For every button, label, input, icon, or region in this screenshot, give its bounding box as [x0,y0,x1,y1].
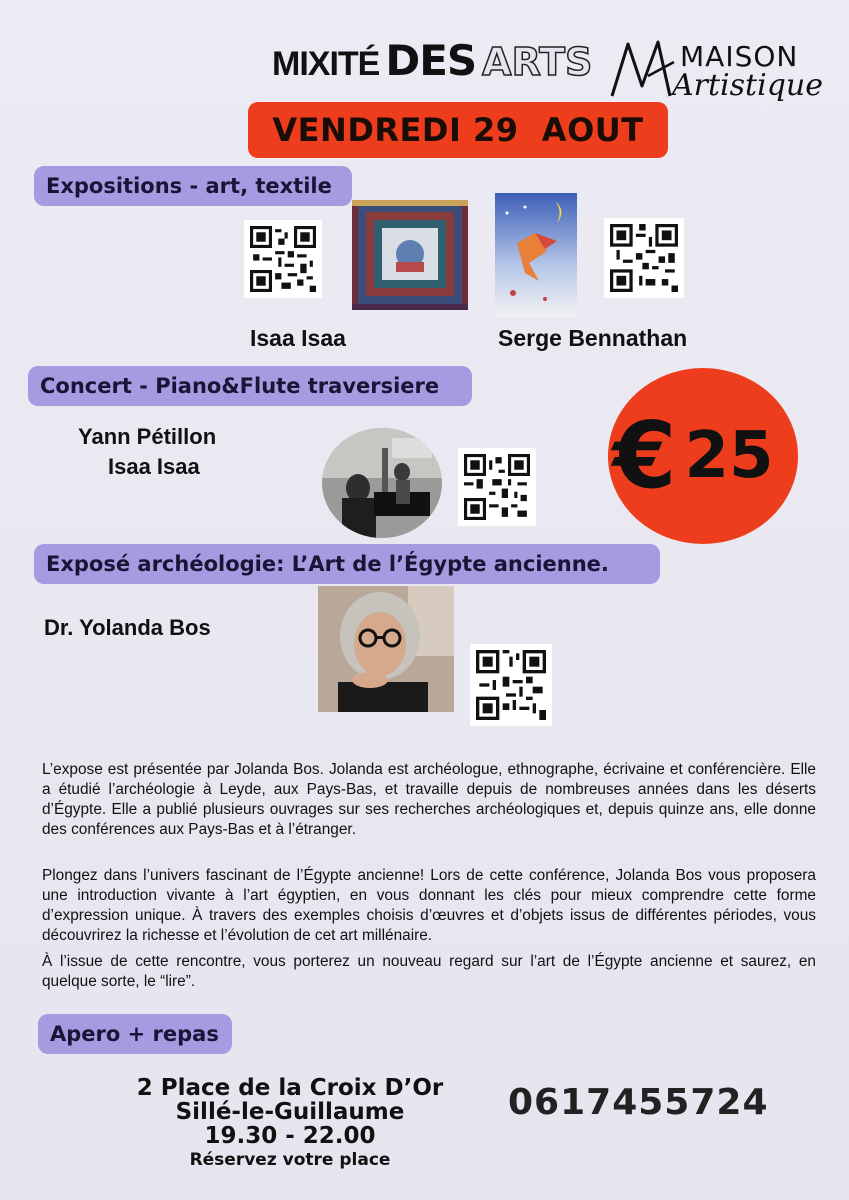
section-heading-expose: Exposé archéologie: L’Art de l’Égypte ancienne. [34,544,660,584]
artist-name-serge: Serge Bennathan [498,325,688,351]
performer-name-yann: Yann Pétillon [78,424,217,449]
euro-symbol: € [612,402,677,509]
phone-number[interactable]: 0617455724 [508,1082,769,1123]
address-line-2: Sillé-le-Guillaume [175,1099,405,1125]
description-paragraph-2: Plongez dans l’univers fascinant de l’Égypte ancienne! Lors de cette conférence, Jolanda Bos vous proposera une introduction vivante à l’art égyptien, en vous donnant les clés pour mieux comprendre cette forme d’expression unique. À travers des exemples choisis d’œuvres et d’objets issus de différentes périodes, vous découvrirez la richesse et l’évolution de cet art millénaire. [42,867,816,944]
speaker-name: Dr. Yolanda Bos [44,615,211,640]
qr-pattern [464,454,530,520]
section-heading-expositions: Expositions - art, textile [34,166,352,206]
event-time: 19.30 - 22.00 [204,1123,376,1149]
event-title-word-3: ARTS [482,40,593,84]
concert-photo [322,428,442,538]
qr-pattern [476,650,546,720]
logo-text-maison: MAISON [680,40,799,73]
address-line-1: 2 Place de la Croix D’Or [136,1075,444,1101]
event-title [272,36,592,85]
description-paragraph-1: L’expose est présentée par Jolanda Bos. Jolanda est archéologue, ethnographe, écrivaine et conférencière. Elle a étudié l’archéologie à Leyde, aux Pays-Bas, et travaille depuis de nombreuses années dans les déserts d’Égypte. Elle a publié plusieurs ouvrages sur ses recherches archéologiques et, depuis quinze ans, elle donne des conférences aux Pays-Bas et à l’étranger. [42,761,816,838]
event-title-word-1: MIXITÉ [272,45,380,83]
qr-code-concert[interactable] [458,448,536,526]
artist-name-isaa: Isaa Isaa [250,325,346,351]
section-heading-apero: Apero + repas [38,1014,232,1054]
qr-pattern [250,226,316,292]
artwork-painting-image [495,193,577,317]
event-title-word-2: DES [385,36,477,85]
logo-text-artistique: Artistique [672,68,823,103]
qr-code-expose[interactable] [470,644,552,726]
price-amount: 25 [684,419,774,493]
qr-code-serge[interactable] [604,218,684,298]
artwork-textile-image [352,200,468,310]
maison-artistique-logo-mark [608,36,678,102]
reservation-text: Réservez votre place [189,1150,391,1170]
date-banner: VENDREDI 29 AOUT [248,102,668,158]
section-heading-concert: Concert - Piano&Flute traversiere [28,366,472,406]
price-badge [608,368,798,544]
speaker-photo [318,586,454,712]
venue-info [110,1076,470,1172]
performer-name-isaa: Isaa Isaa [108,454,200,479]
qr-code-isaa[interactable] [244,220,322,298]
qr-pattern [610,224,678,292]
description-paragraph-3: À l’issue de cette rencontre, vous porterez un nouveau regard sur l’art de l’Égypte ancienne et saurez, en quelque sorte, le “lire”. [42,953,816,990]
